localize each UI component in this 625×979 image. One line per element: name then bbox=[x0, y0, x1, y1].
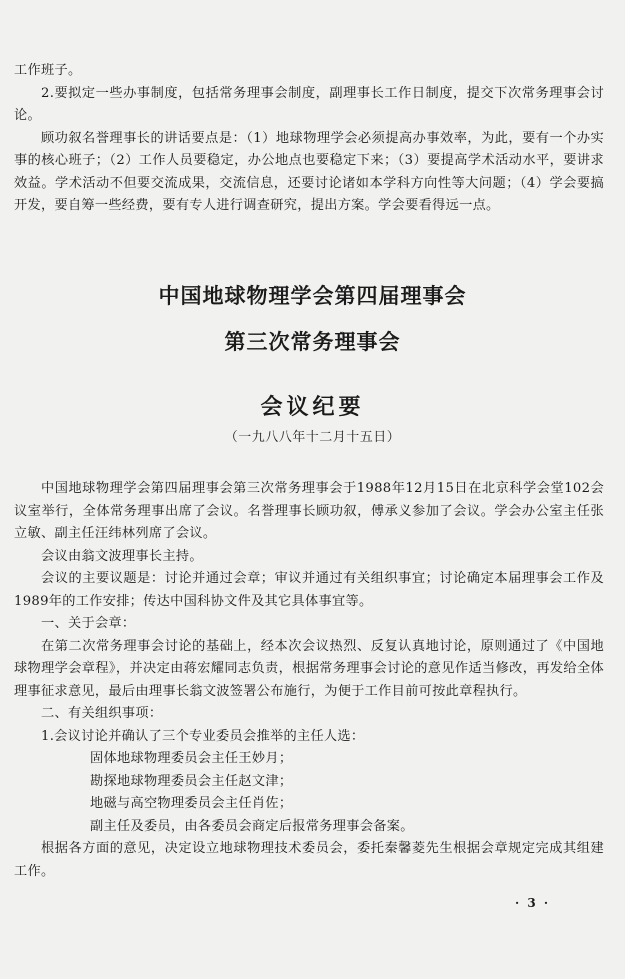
document-title-minutes: 会议纪要 bbox=[260, 394, 365, 420]
committee-vice-chairs-note: 副主任及委员，由各委员会商定后报常务理事会备案。 bbox=[90, 818, 414, 834]
committee-chair-solid-earth: 固体地球物理委员会主任王妙月； bbox=[90, 751, 293, 766]
minutes-body bbox=[14, 478, 604, 883]
intro-paragraph-3: 顾功叙名誉理事长的讲话要点是：（1）地球物理学会必须提高办事效率，为此，要有一个办实事的核心班子；（2）工作人员要稳定，办公地点也要稳定下来；（3）要提高学术活动水平，要讲求效益。学术活动不但要交流成果，交流信息，还要讨论诸如本学科方向性等大问题；（4）学会要搞开发，要自筹一些经费，要有专人进行调查研究，提出方案。学会要看得远一点。 bbox=[14, 130, 604, 213]
organization-item-1: 1.会议讨论并确认了三个专业委员会推举的主任人选： bbox=[41, 728, 365, 744]
section-heading-charter: 一、关于会章： bbox=[41, 616, 136, 631]
intro-section bbox=[14, 60, 604, 218]
body-paragraph-3: 会议的主要议题是：讨论并通过会章；审议并通过有关组织事宜；讨论确定本届理事会工作及1989年的工作安排；传达中国科协文件及其它具体事宜等。 bbox=[14, 571, 604, 609]
document-title-line-2: 第三次常务理事会 bbox=[224, 329, 401, 354]
committee-chair-geomagnetism: 地磁与高空物理委员会主任肖佐； bbox=[90, 796, 293, 811]
meeting-date: （一九八八年十二月十五日） bbox=[224, 430, 401, 445]
body-paragraph-1: 中国地球物理学会第四届理事会第三次常务理事会于1988年12月15日在北京科学会堂102会议室举行，全体常务理事出席了会议。名誉理事长顾功叙，傅承义参加了会议。学会办公室主任张立敏、副主任汪纬林列席了会议。 bbox=[14, 481, 604, 541]
body-paragraph-tech-committee: 根据各方面的意见，决定设立地球物理技术委员会，委托秦馨菱先生根据会章规定完成其组建工作。 bbox=[14, 841, 604, 879]
body-paragraph-charter: 在第二次常务理事会讨论的基础上，经本次会议热烈、反复认真地讨论，原则通过了《中国地球物理学会章程》，并决定由蒋宏耀同志负责，根据常务理事会讨论的意见作适当修改，再发给全体理事征求意见，最后由理事长翁文波签署公布施行，为便于工作目前可按此章程执行。 bbox=[14, 638, 604, 699]
document-title-line-1: 中国地球物理学会第四届理事会 bbox=[158, 283, 467, 308]
page-number: · 3 · bbox=[515, 896, 551, 910]
committee-chair-exploration: 勘探地球物理委员会主任赵文津； bbox=[90, 773, 293, 789]
intro-paragraph-2: 2.要拟定一些办事制度，包括常务理事会制度，副理事长工作日制度，提交下次常务理事会讨论。 bbox=[14, 85, 604, 123]
body-paragraph-2: 会议由翁文波理事长主持。 bbox=[41, 548, 203, 564]
intro-paragraph-1: 工作班子。 bbox=[14, 63, 82, 78]
section-heading-organization: 二、有关组织事项： bbox=[41, 706, 163, 721]
